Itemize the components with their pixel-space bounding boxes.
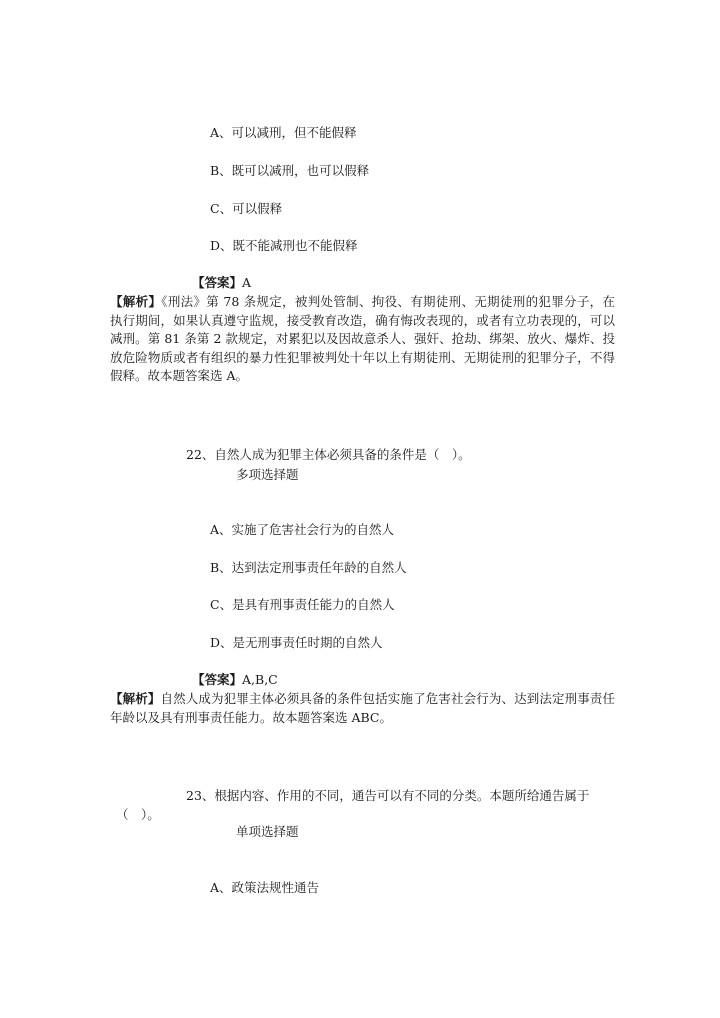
q22-answer-label: 【答案】	[192, 672, 243, 687]
q22-explanation-label: 【解析】	[110, 691, 161, 706]
q22-explanation-text: 自然人成为犯罪主体必须具备的条件包括实施了危害社会行为、达到法定刑事责任年龄以及具有刑事责任能力。故本题答案选 ABC。	[110, 691, 615, 725]
q22-option-c: C、是具有刑事责任能力的自然人	[210, 597, 395, 612]
q23-question: 23、根据内容、作用的不同，通告可以有不同的分类。本题所给通告属于（ ）。	[116, 788, 590, 822]
q21-explanation	[110, 293, 615, 386]
q21-option-a: A、可以减刑，但不能假释	[210, 125, 357, 140]
q21-explanation-label: 【解析】	[110, 294, 162, 309]
q22-answer-value: A,B,C	[242, 672, 278, 687]
q21-explanation-text: 《刑法》第 78 条规定，被判处管制、拘役、有期徒刑、无期徒刑的犯罪分子，在执行期间，如果认真遵守监规，接受教育改造，确有悔改表现的，或者有立功表现的，可以减刑。第 81 条第 2 款规定，对累犯以及因故意杀人、强奸、抢劫、绑架、放火、爆炸、投放危险物质或者有组织的暴力性犯罪被判处十年以上有期徒刑、无期徒刑的犯罪分子，不得假释。故本题答案选 A。	[110, 294, 615, 384]
q22-option-a: A、实施了危害社会行为的自然人	[210, 522, 395, 537]
q23-type: 单项选择题	[236, 824, 299, 839]
q22-answer	[192, 671, 278, 689]
q22-option-b: B、达到法定刑事责任年龄的自然人	[210, 560, 407, 575]
q21-option-c: C、可以假释	[210, 201, 283, 216]
q22-option-d: D、是无刑事责任时期的自然人	[210, 635, 383, 650]
q22-question: 22、自然人成为犯罪主体必须具备的条件是（ ）。	[186, 447, 471, 462]
q23-option-a: A、政策法规性通告	[210, 880, 320, 895]
q21-answer-label: 【答案】	[192, 275, 243, 290]
q21-option-d: D、既不能减刑也不能假释	[210, 238, 358, 253]
q21-option-b: B、既可以减刑，也可以假释	[210, 163, 370, 178]
q21-answer	[192, 274, 251, 292]
q22-explanation	[110, 690, 615, 727]
q21-answer-value: A	[242, 275, 252, 290]
q22-type: 多项选择题	[236, 467, 299, 482]
